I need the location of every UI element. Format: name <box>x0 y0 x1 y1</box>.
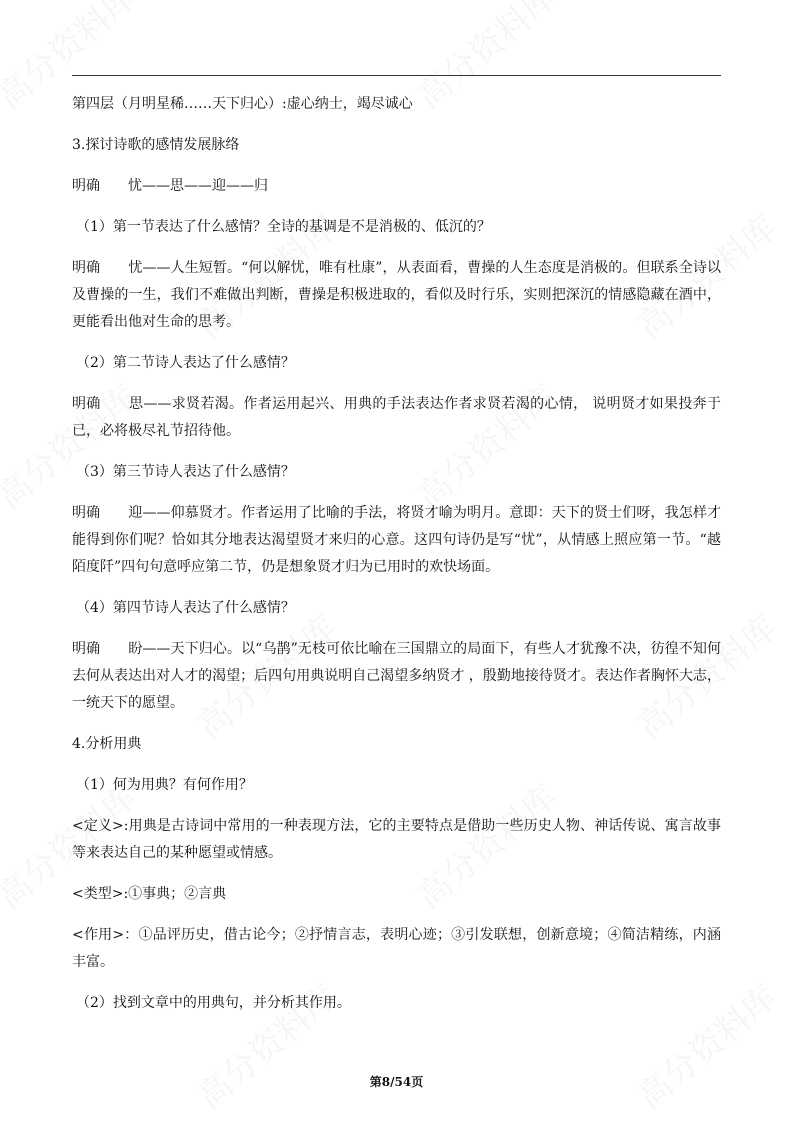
answer-paragraph <box>72 391 721 445</box>
paragraph-text: <定义>:用典是古诗词中常用的一种表现方法，它的主要特点是借助一些历史人物、神话传说、寓言故事等来表达自己的某种愿望或情感。 <box>72 818 721 861</box>
question-paragraph <box>72 350 721 377</box>
paragraph <box>72 731 721 758</box>
answer-label: 明确 <box>72 505 101 521</box>
paragraph-text: 4.分析用典 <box>72 736 142 752</box>
paragraph-text: 第四层（月明星稀……天下归心）:虚心纳士，竭尽诚心 <box>72 96 413 112</box>
paragraph-text: 忧——思——迎——归 <box>128 178 268 194</box>
answer-paragraph <box>72 500 721 581</box>
answer-paragraph <box>72 173 721 200</box>
answer-label: 明确 <box>72 641 101 657</box>
paragraph-text: （3）第三节诗人表达了什么感情？ <box>76 464 295 480</box>
question-paragraph <box>72 459 721 486</box>
paragraph-text: <类型>:①事典；②言典 <box>72 886 227 902</box>
question-paragraph <box>72 772 721 799</box>
paragraph <box>72 922 721 976</box>
paragraph-text: 3.探讨诗歌的感情发展脉络 <box>72 137 240 153</box>
paragraph <box>72 132 721 159</box>
paragraph <box>72 881 721 908</box>
question-paragraph <box>72 595 721 622</box>
answer-paragraph <box>72 255 721 336</box>
paragraph-text: （1）第一节表达了什么感情？全诗的基调是不是消极的、低沉的？ <box>76 219 491 235</box>
paragraph <box>72 91 721 118</box>
answer-label: 明确 <box>72 260 101 276</box>
paragraph-text: 迎——仰慕贤才。作者运用了比喻的手法，将贤才喻为明月。意即：天下的贤士们呀，我怎样才能得到你们呢？恰如其分地表达渴望贤才来归的心意。这四句诗仍是写“忧”，从情感上照应第一节。“越陌度阡”四句句意呼应第二节，仍是想象贤才归为已用时的欢快场面。 <box>72 505 721 575</box>
answer-paragraph <box>72 636 721 717</box>
paragraph-text: （2）第二节诗人表达了什么感情？ <box>76 355 295 371</box>
question-paragraph <box>72 214 721 241</box>
paragraph-text: （2）找到文章中的用典句，并分析其作用。 <box>76 995 351 1011</box>
paragraph-text: <作用>：①品评历史，借古论今；②抒情言志，表明心迹；③引发联想，创新意境；④简洁精练，内涵丰富。 <box>72 927 721 970</box>
paragraph-text: 盼——天下归心。以“乌鹊”无枝可依比喻在三国鼎立的局面下，有些人才犹豫不决，彷徨不知何去何从表达出对人才的渴望；后四句用典说明自己渴望多纳贤才 ，殷勤地接待贤才。表达作者胸怀大志，一统天下的愿望。 <box>72 641 722 711</box>
paragraph-text: 忧——人生短暂。“何以解忧，唯有杜康”，从表面看，曹操的人生态度是消极的。但联系全诗以及曹操的一生，我们不难做出判断，曹操是积极进取的，看似及时行乐，实则把深沉的情感隐藏在酒中，更能看出他对生命的思考。 <box>72 260 722 330</box>
page-number: 第8/54页 <box>369 1075 424 1089</box>
header-rule <box>72 75 721 76</box>
paragraph-text: （1）何为用典？有何作用？ <box>76 777 253 793</box>
answer-label: 明确 <box>72 178 100 194</box>
answer-label: 明确 <box>72 396 101 412</box>
question-paragraph <box>72 990 721 1017</box>
document-body <box>72 91 721 1031</box>
paragraph <box>72 813 721 867</box>
paragraph-text: （4）第四节诗人表达了什么感情？ <box>76 600 295 616</box>
paragraph-text: 思——求贤若渴。作者运用起兴、用典的手法表达作者求贤若渴的心情， 说明贤才如果投奔于已，必将极尽礼节招待他。 <box>72 396 722 439</box>
